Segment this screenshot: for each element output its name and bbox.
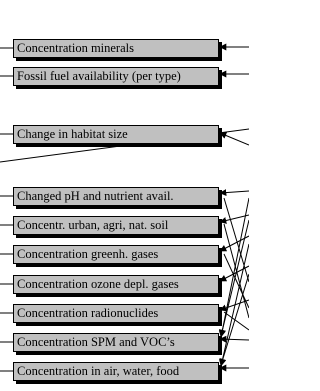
box-concentration-radionuclides <box>13 304 219 323</box>
box-changed-ph-nutrient <box>13 187 219 206</box>
box-label: Concentration radionuclides <box>17 306 159 320</box>
box-label: Changed pH and nutrient avail. <box>17 189 174 203</box>
box-fossil-fuel-availability <box>13 67 219 86</box>
connector-arrow <box>220 191 249 193</box>
connector-arrow <box>220 339 249 340</box>
box-concentration-ozone-depl-gases <box>13 275 219 294</box>
connector-arrow <box>221 244 249 366</box>
box-label: Concentration greenh. gases <box>17 247 159 261</box>
box-label: Concentration ozone depl. gases <box>17 277 179 291</box>
box-label: Concentration SPM and VOC’s <box>17 335 175 349</box>
box-concentration-air-water-food <box>13 362 219 381</box>
box-concentr-urban-agri-soil <box>13 216 219 235</box>
box-label: Fossil fuel availability (per type) <box>17 69 181 83</box>
box-concentration-spm-voc <box>13 333 219 352</box>
box-concentration-greenh-gases <box>13 245 219 264</box>
box-label: Concentration in air, water, food <box>17 364 180 378</box>
box-label: Concentr. urban, agri, nat. soil <box>17 218 169 232</box>
box-label: Concentration minerals <box>17 41 134 55</box>
box-change-habitat-size <box>13 125 219 144</box>
box-label: Change in habitat size <box>17 127 128 141</box>
connector-arrow <box>220 133 249 145</box>
box-concentration-minerals <box>13 39 219 58</box>
